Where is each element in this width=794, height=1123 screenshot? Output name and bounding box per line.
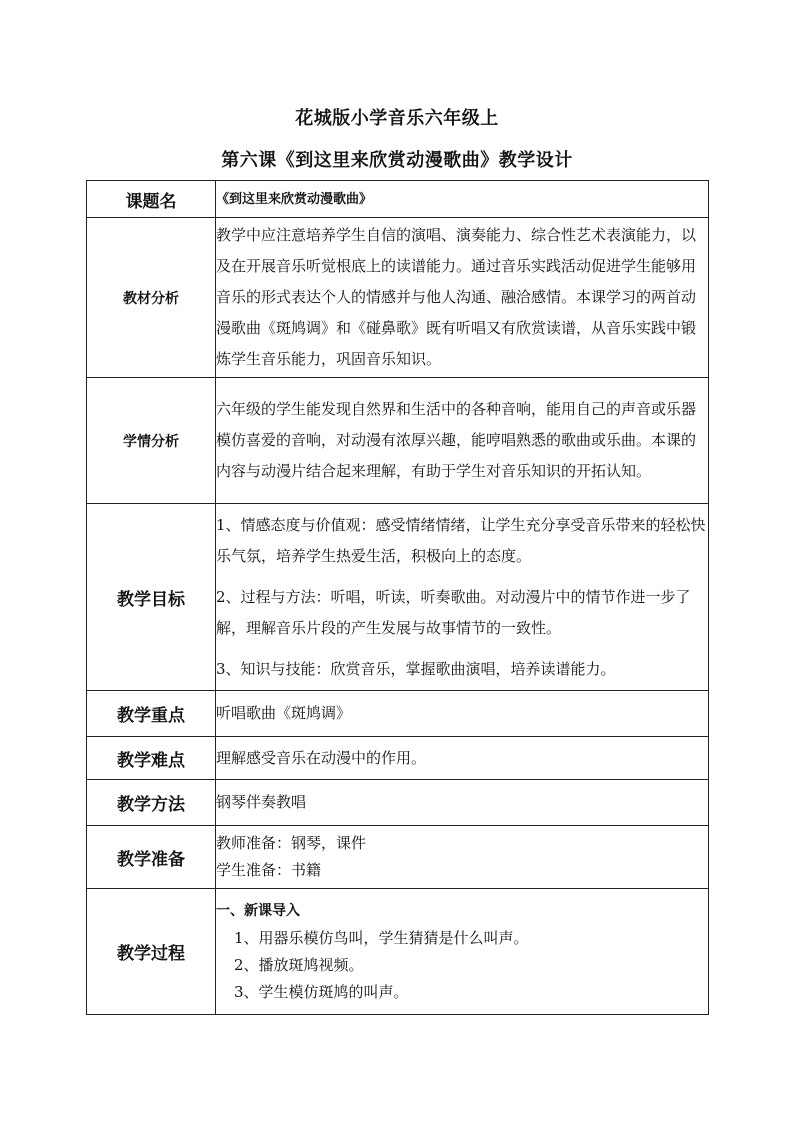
process-content [216,889,709,1015]
table-row-difficulty [87,737,709,780]
objective-item: 2、过程与方法：听唱，听读，听奏歌曲。对动漫片中的情节作进一步了解，理解音乐片段的产生发展与故事情节的一致性。 [216,587,691,637]
objectives-label: 教学目标 [87,504,216,691]
preparation-content [216,826,709,889]
table-row-student-analysis [87,378,709,504]
table-row-key-point [87,691,709,737]
process-label: 教学过程 [87,889,216,1015]
student-analysis-label: 学情分析 [87,378,216,504]
topic-value-text: 《到这里来欣赏动漫歌曲》 [216,192,373,207]
document-title: 花城版小学音乐六年级上 [295,108,499,129]
difficulty-label: 教学难点 [87,737,216,780]
material-analysis-text: 教学中应注意培养学生自信的演唱、演奏能力、综合性艺术表演能力，以及在开展音乐听觉根底上的读谱能力。通过音乐实践活动促进学生能够用音乐的形式表达个人的情感并与他人沟通、融洽感情。本课学习的两首动漫歌曲《斑鸠调》和《碰鼻歌》既有听唱又有欣赏读谱，从音乐实践中锻炼学生音乐能力，巩固音乐知识。 [216,218,709,378]
table-row-objectives [87,504,709,691]
key-point-label: 教学重点 [87,691,216,737]
lesson-plan-table [86,180,709,1015]
objectives-content [216,504,709,691]
key-point-value: 听唱歌曲《斑鸠调》 [216,691,709,737]
topic-label: 课题名 [87,181,216,218]
lesson-title: 第六课《到这里来欣赏动漫歌曲》教学设计 [221,150,573,171]
student-preparation: 学生准备：书籍 [216,861,322,879]
preparation-label: 教学准备 [87,826,216,889]
objective-item: 1、情感态度与价值观：感受情绪情绪，让学生充分享受音乐带来的轻松快乐气氛，培养学生热爱生活，积极向上的态度。 [216,515,706,565]
table-row-method [87,780,709,826]
process-step: 1、用器乐模仿鸟叫，学生猜猜是什么叫声。 [234,928,529,947]
method-label: 教学方法 [87,780,216,826]
topic-value [216,181,709,218]
student-analysis-text: 六年级的学生能发现自然界和生活中的各种音响，能用自己的声音或乐器模仿喜爱的音响，对动漫有浓厚兴趣，能哼唱熟悉的歌曲或乐曲。本课的内容与动漫片结合起来理解，有助于学生对音乐知识的开拓认知。 [216,378,709,504]
objective-item: 3、知识与技能：欣赏音乐，掌握歌曲演唱，培养读谱能力。 [216,659,616,678]
table-row-material-analysis [87,218,709,378]
process-step: 3、学生模仿斑鸠的叫声。 [234,982,409,1001]
table-row-process [87,889,709,1015]
teacher-preparation: 教师准备：钢琴，课件 [216,834,367,852]
method-value: 钢琴伴奏教唱 [216,780,709,826]
difficulty-value: 理解感受音乐在动漫中的作用。 [216,737,709,780]
process-heading: 一、新课导入 [216,902,300,919]
process-step: 2、播放斑鸠视频。 [234,955,364,974]
table-row-preparation [87,826,709,889]
table-row-topic [87,181,709,218]
material-analysis-label: 教材分析 [87,218,216,378]
